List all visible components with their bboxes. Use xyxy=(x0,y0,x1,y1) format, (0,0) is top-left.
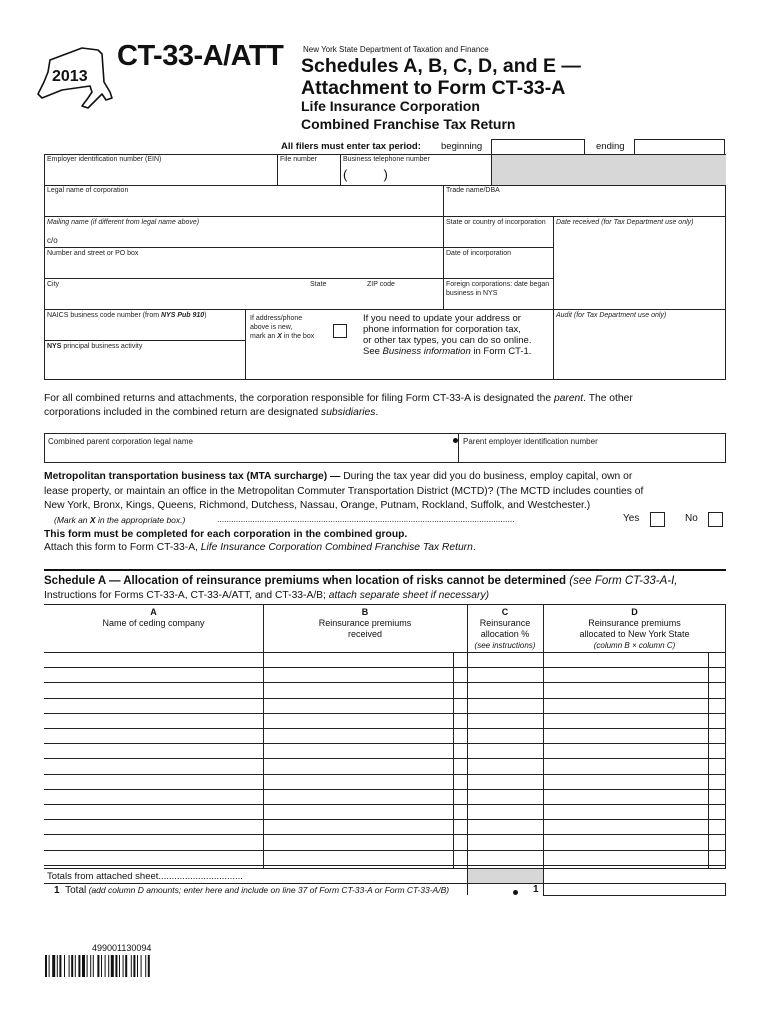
city-label: City xyxy=(47,281,60,288)
tax-year: 2013 xyxy=(52,68,88,85)
street-field[interactable] xyxy=(45,259,441,277)
schedule-a-subtitle xyxy=(44,590,489,601)
tax-period-ending-label: ending xyxy=(596,141,625,152)
nys-activity-label xyxy=(47,343,142,350)
col-d-title-2: allocated to New York State xyxy=(579,629,690,639)
attach-notice-a: Attach this form to Form CT-33-A, xyxy=(44,542,201,553)
barcode-bar xyxy=(78,955,80,977)
mta-line3: New York, Bronx, Kings, Queens, Richmond, Dutchess, Nassau, Orange, Putnam, Rockland, Suffolk, and Westchester.) xyxy=(44,500,591,511)
combined-intro-1b: parent xyxy=(553,393,584,404)
col-d-letter: D xyxy=(631,607,638,617)
table-row[interactable] xyxy=(44,713,726,728)
date-received-label: Date received (for Tax Department use only) xyxy=(556,219,694,226)
co-label: c/o xyxy=(47,236,58,245)
naics-field[interactable] xyxy=(45,321,243,339)
barcode-bar xyxy=(123,955,124,977)
barcode-bar xyxy=(69,955,70,977)
barcode-bar xyxy=(115,955,117,977)
table-row[interactable] xyxy=(44,743,726,758)
col-c-letter: C xyxy=(501,607,509,617)
col-b-title-2: received xyxy=(347,629,383,639)
attach-notice xyxy=(44,541,476,556)
mta-heading: Metropolitan transportation business tax (MTA surcharge) — xyxy=(44,471,341,482)
tax-period-beginning-box[interactable] xyxy=(491,139,585,155)
city-field[interactable] xyxy=(45,290,305,308)
form-id: CT-33-A/ATT xyxy=(117,40,284,72)
zip-label: ZIP code xyxy=(367,281,395,288)
update-info-line-4c: in Form CT-1. xyxy=(470,346,532,357)
state-label: State xyxy=(310,281,327,288)
naics-label-c: ) xyxy=(204,312,207,319)
form-code: 499001130094 xyxy=(92,943,152,953)
state-field[interactable] xyxy=(307,290,363,308)
mailing-name-label: Mailing name (if different from legal name above) xyxy=(47,219,200,226)
total-line-label: Total xyxy=(65,885,87,896)
col-b-letter: B xyxy=(361,607,369,617)
ein-field[interactable] xyxy=(45,165,275,184)
department-name: New York State Department of Taxation and Finance xyxy=(303,45,489,54)
parent-name-label: Combined parent corporation legal name xyxy=(48,437,193,446)
barcode-bar xyxy=(108,955,109,977)
state-country-label: State or country of incorporation xyxy=(446,219,546,226)
barcode-bar xyxy=(90,955,91,977)
naics-label-a: NAICS business code number (from xyxy=(47,312,161,319)
nys-activity-label-a: NYS xyxy=(47,343,62,350)
update-info-link[interactable]: Business information xyxy=(382,346,471,357)
barcode-bar xyxy=(75,955,76,977)
schedule-a-subtitle-b: attach separate sheet if necessary) xyxy=(328,590,490,601)
tax-period-label: All filers must enter tax period: xyxy=(281,141,421,152)
address-new-label-2: above is new, xyxy=(250,324,293,331)
business-phone-label: Business telephone number xyxy=(343,156,430,163)
naics-label-b: NYS Pub 910 xyxy=(161,312,205,319)
date-incorporation-field[interactable] xyxy=(444,259,552,277)
file-number-field[interactable] xyxy=(278,165,338,184)
form-subtitle-line1: Life Insurance Corporation xyxy=(301,98,480,114)
table-row[interactable] xyxy=(44,850,726,865)
parent-name-field[interactable] xyxy=(45,447,455,462)
barcode-bar xyxy=(105,955,106,977)
parent-ein-label: Parent employer identification number xyxy=(463,437,598,446)
barcode-bar xyxy=(57,955,58,977)
update-info-text xyxy=(363,313,531,357)
col-d-title-3: (column B × column C) xyxy=(593,641,676,650)
barcode-bar xyxy=(141,955,142,977)
barcode-bar xyxy=(101,955,102,977)
table-row[interactable] xyxy=(44,834,726,849)
barcode-bar xyxy=(59,955,61,977)
barcode-bar xyxy=(97,955,99,977)
address-new-label-1: If address/phone xyxy=(250,315,303,322)
foreign-date-label-2: business in NYS xyxy=(446,290,498,297)
col-c-title-1: Reinsurance xyxy=(479,618,531,628)
state-country-field[interactable] xyxy=(444,228,552,246)
col-c-title-2: allocation % xyxy=(480,629,530,639)
barcode-bar xyxy=(145,955,146,977)
mta-line2: lease property, or maintain an office in the Metropolitan Commuter Transportation District (MCTD)? (The MCTD includes counties of xyxy=(44,486,644,497)
table-row[interactable] xyxy=(44,682,726,697)
table-row[interactable] xyxy=(44,819,726,834)
col-a-letter: A xyxy=(150,607,157,617)
audit-label: Audit (for Tax Department use only) xyxy=(556,312,667,319)
col-c-title-3: (see instructions) xyxy=(474,641,536,650)
barcode-bar xyxy=(119,955,120,977)
naics-label xyxy=(47,312,207,319)
total-line-instruction: (add column D amounts; enter here and include on line 37 of Form CT-33-A or Form CT-33-A/B) xyxy=(86,885,450,895)
mta-mark-instruction xyxy=(54,515,185,525)
schedule-a-title-a: Schedule A — Allocation of reinsurance premiums when location of risks cannot be determined xyxy=(44,575,567,587)
mta-yes-label: Yes xyxy=(623,513,640,524)
foreign-date-label-1: Foreign corporations: date began xyxy=(446,281,550,288)
barcode-bar xyxy=(125,955,127,977)
attach-notice-b: Life Insurance Corporation Combined Franchise Tax Return xyxy=(200,542,473,553)
barcode-bar xyxy=(64,955,65,977)
schedule-a-title xyxy=(44,575,677,587)
nys-activity-label-b: principal business activity xyxy=(61,343,143,350)
barcode-bar xyxy=(137,955,138,977)
attach-notice-c: . xyxy=(472,542,476,553)
tax-period-shaded-area xyxy=(491,155,726,185)
table-row[interactable] xyxy=(44,804,726,819)
phone-field[interactable] xyxy=(341,165,489,184)
ein-label: Employer identification number (EIN) xyxy=(47,156,162,163)
parent-ein-field[interactable] xyxy=(460,447,724,462)
combined-intro-2c: . xyxy=(375,407,379,418)
zip-field[interactable] xyxy=(365,290,441,308)
total-line-number: 1 xyxy=(54,885,60,896)
table-row[interactable] xyxy=(44,789,726,804)
nys-activity-field[interactable] xyxy=(45,352,243,378)
combined-intro-line2 xyxy=(44,406,378,421)
barcode-bar xyxy=(45,955,47,977)
barcode-bar xyxy=(93,955,94,977)
complete-notice: This form must be completed for each corporation in the combined group. xyxy=(44,529,408,540)
update-info-line-4a: See xyxy=(363,346,383,357)
combined-intro-line1 xyxy=(44,392,633,407)
col-b-header xyxy=(263,607,467,640)
mta-mark-a: (Mark an xyxy=(54,515,90,525)
tax-period-ending-box[interactable] xyxy=(634,139,725,155)
schedule-a-title-b: (see Form CT-33-A-I, xyxy=(566,575,678,587)
mta-line1b: During the tax year did you do business, employ capital, own or xyxy=(340,471,633,482)
form-subtitle-line2: Combined Franchise Tax Return xyxy=(301,116,516,132)
address-new-label-3b: X xyxy=(277,333,282,340)
barcode-bar xyxy=(148,955,150,977)
table-row[interactable] xyxy=(44,698,726,713)
date-incorporation-label: Date of incorporation xyxy=(446,250,511,257)
barcode-bar xyxy=(131,955,132,977)
mta-no-label: No xyxy=(685,513,698,524)
tax-period-beginning-label: beginning xyxy=(441,141,483,152)
barcode-bar xyxy=(52,955,55,977)
col-d-title-1: Reinsurance premiums xyxy=(588,618,681,628)
address-new-label-3 xyxy=(250,333,314,340)
address-changed-checkbox[interactable] xyxy=(333,324,347,338)
barcode-bar xyxy=(133,955,135,977)
table-row[interactable] xyxy=(44,774,726,789)
mta-yes-checkbox[interactable] xyxy=(650,512,665,527)
barcode-bar xyxy=(111,955,114,977)
combined-intro-2a: corporations included in the combined return are designated xyxy=(44,407,322,418)
total-amount-field[interactable] xyxy=(543,883,726,896)
form-title-line2: Attachment to Form CT-33-A xyxy=(301,77,566,99)
update-info-line-4 xyxy=(363,346,531,357)
mta-line1 xyxy=(44,470,632,485)
barcode-bar xyxy=(71,955,73,977)
col-c-header xyxy=(467,607,543,651)
file-number-label: File number xyxy=(280,156,317,163)
total-line-box-number: 1 xyxy=(533,884,539,895)
col-a-title: Name of ceding company xyxy=(102,618,205,628)
total-line xyxy=(54,885,449,896)
update-info-line-3: or other tax types, you can do so online. xyxy=(363,335,532,346)
combined-intro-2b: subsidiaries xyxy=(321,407,376,418)
table-row[interactable] xyxy=(44,652,726,667)
mta-mark-c: in the appropriate box.) xyxy=(95,515,186,525)
address-new-label-3a: mark an xyxy=(250,333,278,340)
combined-intro-1c: . The other xyxy=(583,393,633,404)
mailing-name-field[interactable] xyxy=(45,228,441,246)
col-b-title-1: Reinsurance premiums xyxy=(318,618,412,628)
col-a-header xyxy=(44,607,263,629)
barcode xyxy=(45,955,195,982)
phone-parens: ( ) xyxy=(343,167,388,182)
table-row[interactable] xyxy=(44,728,726,743)
barcode-bar xyxy=(49,955,50,977)
table-row[interactable] xyxy=(44,667,726,682)
legal-name-label: Legal name of corporation xyxy=(47,187,129,194)
schedule-a-subtitle-a: Instructions for Forms CT-33-A, CT-33-A/ATT, and CT-33-A/B; xyxy=(44,590,329,601)
bullet-icon xyxy=(453,438,458,443)
update-info-line-2: phone information for corporation tax, xyxy=(363,324,521,335)
total-bullet-icon xyxy=(513,890,518,895)
barcode-bar xyxy=(82,955,85,977)
combined-intro-1a: For all combined returns and attachments, the corporation responsible for filing Form CT-33-A is designated the xyxy=(44,393,554,404)
table-row-line xyxy=(44,865,726,866)
legal-name-field[interactable] xyxy=(45,196,441,215)
update-info-line-1: If you need to update your address or xyxy=(363,313,521,324)
totals-attached-label: Totals from attached sheet................................ xyxy=(47,871,243,882)
table-row[interactable] xyxy=(44,758,726,773)
barcode-bar xyxy=(87,955,88,977)
col-d-header xyxy=(543,607,726,651)
mta-leader-dots: .............................................................................................................................. xyxy=(217,514,515,524)
trade-name-label: Trade name/DBA xyxy=(446,187,500,194)
totals-shaded-cell xyxy=(468,869,543,883)
mta-mark-b: X xyxy=(89,515,96,525)
address-new-label-3c: in the box xyxy=(281,333,315,340)
street-label: Number and street or PO box xyxy=(47,250,139,257)
form-title-line1: Schedules A, B, C, D, and E — xyxy=(301,55,581,77)
trade-name-field[interactable] xyxy=(444,196,724,215)
mta-no-checkbox[interactable] xyxy=(708,512,723,527)
